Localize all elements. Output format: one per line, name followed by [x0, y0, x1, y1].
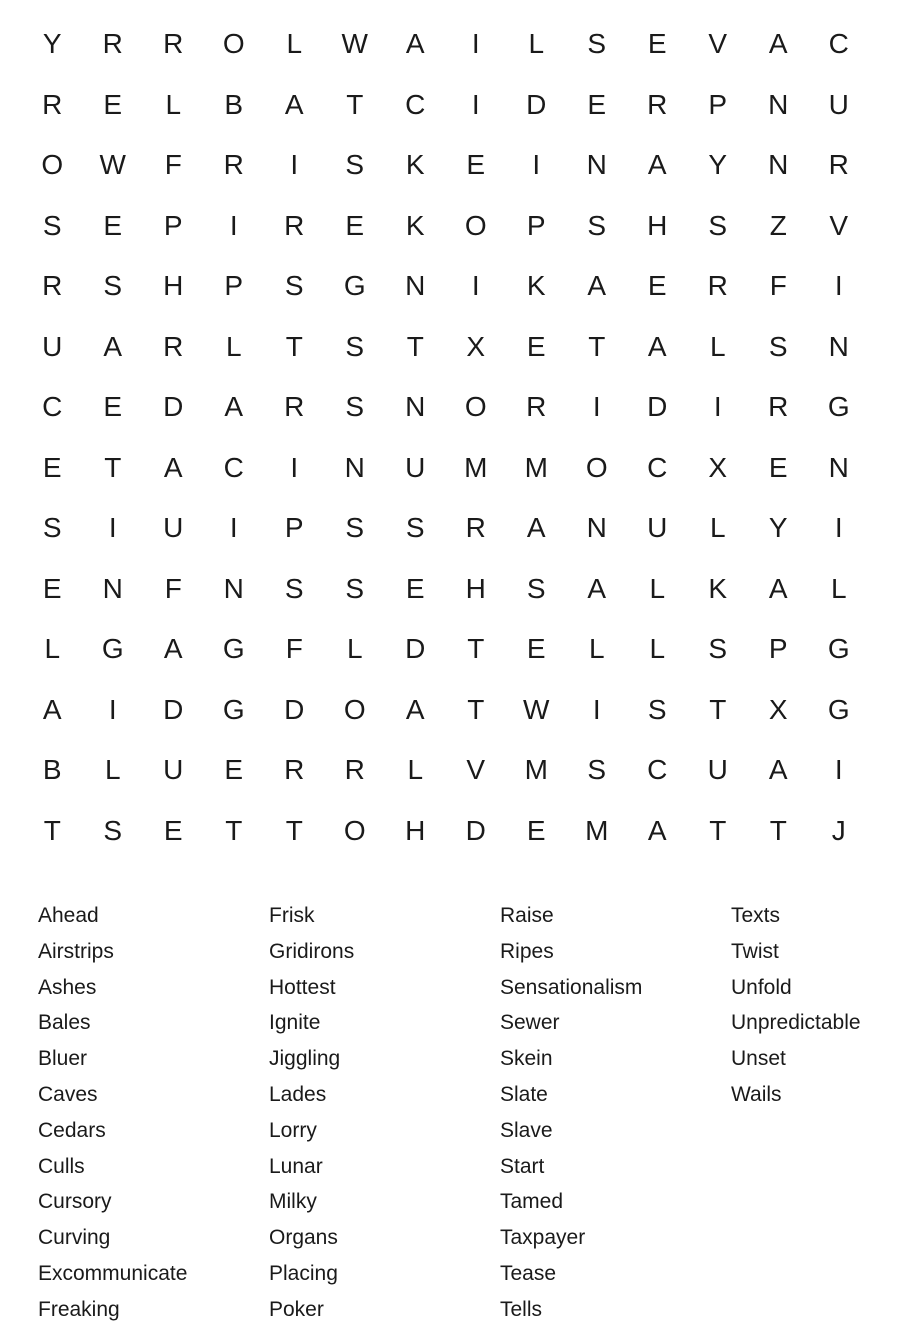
grid-letter[interactable]: L — [165, 88, 182, 120]
grid-letter[interactable]: M — [585, 814, 609, 846]
grid-letter[interactable]: G — [827, 391, 850, 423]
grid-letter[interactable]: B — [224, 88, 244, 120]
grid-letter[interactable]: A — [647, 149, 667, 181]
grid-letter[interactable]: N — [344, 451, 365, 483]
grid-letter[interactable]: W — [99, 149, 126, 181]
grid-letter[interactable]: K — [405, 209, 425, 241]
grid-letter[interactable]: C — [647, 451, 668, 483]
grid-letter[interactable]: S — [345, 330, 365, 362]
word-list-item: Curving — [38, 1226, 111, 1250]
grid-letter[interactable]: T — [709, 814, 727, 846]
word-list-item: Bluer — [38, 1047, 88, 1071]
grid-letter[interactable]: R — [768, 391, 789, 423]
grid-letter[interactable]: F — [164, 149, 182, 181]
grid-letter[interactable]: X — [466, 330, 486, 362]
grid-letter[interactable]: S — [345, 512, 365, 544]
grid-letter[interactable]: S — [345, 572, 365, 604]
grid-letter[interactable]: A — [163, 633, 183, 665]
grid-letter[interactable]: P — [284, 512, 304, 544]
grid-letter[interactable]: A — [224, 391, 244, 423]
word-list-item: Sewer — [500, 1011, 560, 1035]
grid-letter[interactable]: T — [769, 814, 787, 846]
grid-letter[interactable]: H — [465, 572, 486, 604]
grid-letter[interactable]: R — [647, 88, 668, 120]
grid-letter[interactable]: E — [103, 209, 123, 241]
grid-letter[interactable]: R — [284, 209, 305, 241]
word-list-item: Taxpayer — [500, 1226, 586, 1250]
grid-letter[interactable]: U — [163, 512, 184, 544]
grid-letter[interactable]: N — [828, 330, 849, 362]
grid-letter[interactable]: G — [827, 693, 850, 725]
grid-letter[interactable]: E — [224, 754, 244, 786]
grid-letter[interactable]: M — [524, 451, 548, 483]
grid-letter[interactable]: N — [586, 512, 607, 544]
grid-letter[interactable]: A — [526, 512, 546, 544]
grid-letter[interactable]: N — [405, 391, 426, 423]
word-list-item: Airstrips — [38, 939, 114, 963]
grid-letter[interactable]: T — [467, 693, 485, 725]
grid-letter[interactable]: R — [42, 270, 63, 302]
grid-letter[interactable]: T — [285, 330, 303, 362]
grid-letter[interactable]: A — [647, 330, 667, 362]
word-list-item: Cedars — [38, 1118, 106, 1142]
word-list-item: Texts — [731, 904, 781, 927]
grid-letter[interactable]: L — [649, 572, 666, 604]
grid-letter[interactable]: M — [524, 754, 548, 786]
grid-letter[interactable]: A — [768, 754, 788, 786]
grid-letter[interactable]: H — [163, 270, 184, 302]
grid-letter[interactable]: I — [834, 270, 843, 302]
grid-letter[interactable]: T — [406, 330, 424, 362]
grid-letter[interactable]: E — [768, 451, 788, 483]
grid-letter[interactable]: K — [708, 572, 728, 604]
grid-letter[interactable]: G — [101, 633, 124, 665]
grid-letter[interactable]: E — [163, 814, 183, 846]
grid-letter[interactable]: Y — [708, 149, 728, 181]
grid-letter[interactable]: P — [224, 270, 244, 302]
grid-letter[interactable]: O — [343, 693, 366, 725]
grid-letter[interactable]: D — [526, 88, 547, 120]
word-list-item: Bales — [38, 1011, 91, 1035]
word-list-item: Ignite — [269, 1011, 321, 1035]
grid-letter[interactable]: V — [466, 754, 486, 786]
word-list-item: Lades — [269, 1082, 327, 1106]
grid-letter[interactable]: A — [103, 330, 123, 362]
grid-letter[interactable]: I — [713, 391, 722, 423]
grid-letter[interactable]: R — [526, 391, 547, 423]
grid-letter[interactable]: D — [405, 633, 426, 665]
grid-letter[interactable]: A — [768, 28, 788, 60]
grid-letter[interactable]: S — [768, 330, 788, 362]
word-list-item: Tease — [500, 1261, 557, 1285]
grid-letter[interactable]: Y — [768, 512, 788, 544]
word-list-item: Poker — [269, 1297, 324, 1321]
grid-letter[interactable]: F — [164, 572, 182, 604]
grid-letter[interactable]: D — [284, 693, 305, 725]
word-list-item: Lunar — [269, 1154, 323, 1178]
grid-letter[interactable]: S — [587, 209, 607, 241]
grid-letter[interactable]: S — [42, 512, 62, 544]
grid-letter[interactable]: L — [104, 754, 121, 786]
grid-letter[interactable]: X — [768, 693, 788, 725]
grid-letter[interactable]: D — [163, 693, 184, 725]
grid-letter[interactable]: U — [707, 754, 728, 786]
grid-letter[interactable]: E — [405, 572, 425, 604]
grid-letter[interactable]: O — [222, 28, 245, 60]
grid-letter[interactable]: I — [834, 754, 843, 786]
grid-letter[interactable]: S — [647, 693, 667, 725]
grid-letter[interactable]: L — [649, 633, 666, 665]
grid-letter[interactable]: T — [104, 451, 122, 483]
grid-letter[interactable]: U — [405, 451, 426, 483]
grid-letter[interactable]: C — [828, 28, 849, 60]
grid-letter[interactable]: Z — [769, 209, 787, 241]
grid-letter[interactable]: W — [341, 28, 368, 60]
grid-letter[interactable]: A — [405, 28, 425, 60]
grid-letter[interactable]: A — [587, 572, 607, 604]
grid-letter[interactable]: P — [526, 209, 546, 241]
grid-letter[interactable]: E — [103, 88, 123, 120]
grid-letter[interactable]: A — [163, 451, 183, 483]
grid-letter[interactable]: R — [344, 754, 365, 786]
grid-letter[interactable]: I — [471, 28, 480, 60]
grid-letter[interactable]: L — [709, 512, 726, 544]
word-list-item: Excommunicate — [38, 1261, 188, 1285]
grid-letter[interactable]: D — [647, 391, 668, 423]
grid-letter[interactable]: U — [647, 512, 668, 544]
grid-letter[interactable]: P — [708, 88, 728, 120]
grid-letter[interactable]: S — [284, 270, 304, 302]
word-list-column — [731, 898, 861, 1113]
grid-letter[interactable]: L — [346, 633, 363, 665]
grid-letter[interactable]: R — [163, 28, 184, 60]
word-list-item: Unpredictable — [731, 1011, 861, 1035]
word-list-item: Sensationalism — [500, 975, 643, 999]
grid-letter[interactable]: G — [343, 270, 366, 302]
grid-letter[interactable]: V — [708, 28, 728, 60]
grid-letter[interactable]: J — [831, 814, 846, 846]
grid-letter[interactable]: A — [768, 572, 788, 604]
grid-letter[interactable]: S — [708, 209, 728, 241]
grid-letter[interactable]: R — [102, 28, 123, 60]
grid-letter[interactable]: O — [585, 451, 608, 483]
word-list — [38, 898, 898, 1328]
grid-letter[interactable]: I — [592, 391, 601, 423]
word-list-column — [500, 898, 642, 1328]
grid-letter[interactable]: S — [284, 572, 304, 604]
grid-letter[interactable]: Y — [42, 28, 62, 60]
grid-letter[interactable]: I — [108, 693, 117, 725]
grid-letter[interactable]: M — [464, 451, 488, 483]
grid-letter[interactable]: T — [467, 633, 485, 665]
word-list-item: Twist — [731, 939, 779, 963]
word-list-item: Ashes — [38, 975, 97, 999]
grid-letter[interactable]: R — [707, 270, 728, 302]
grid-letter[interactable]: I — [834, 512, 843, 544]
word-list-item: Culls — [38, 1154, 85, 1178]
word-list-item: Cursory — [38, 1190, 112, 1214]
grid-letter[interactable]: U — [163, 754, 184, 786]
grid-letter[interactable]: L — [588, 633, 605, 665]
grid-letter[interactable]: S — [103, 270, 123, 302]
grid-letter[interactable]: L — [528, 28, 545, 60]
grid-letter[interactable]: C — [647, 754, 668, 786]
grid-letter[interactable]: P — [163, 209, 183, 241]
word-list-item: Lorry — [269, 1118, 317, 1142]
grid-letter[interactable]: G — [222, 693, 245, 725]
grid-letter[interactable]: S — [42, 209, 62, 241]
grid-letter[interactable]: E — [42, 451, 62, 483]
grid-letter[interactable]: H — [405, 814, 426, 846]
grid-letter[interactable]: E — [103, 391, 123, 423]
grid-letter[interactable]: S — [708, 633, 728, 665]
grid-letter[interactable]: I — [290, 149, 299, 181]
grid-letter[interactable]: L — [830, 572, 847, 604]
grid-letter[interactable]: N — [768, 88, 789, 120]
grid-letter[interactable]: I — [290, 451, 299, 483]
grid-letter[interactable]: F — [769, 270, 787, 302]
grid-letter[interactable]: S — [103, 814, 123, 846]
word-list-item: Hottest — [269, 975, 336, 999]
grid-letter[interactable]: S — [345, 391, 365, 423]
word-list-item: Wails — [731, 1082, 782, 1106]
grid-letter[interactable]: I — [532, 149, 541, 181]
grid-letter[interactable]: T — [225, 814, 243, 846]
grid-letter[interactable]: E — [42, 572, 62, 604]
grid-letter[interactable]: S — [587, 754, 607, 786]
grid-letter[interactable]: T — [285, 814, 303, 846]
grid-letter[interactable]: B — [42, 754, 62, 786]
grid-letter[interactable]: I — [229, 512, 238, 544]
grid-letter[interactable]: I — [592, 693, 601, 725]
word-list-item: Frisk — [269, 904, 315, 927]
grid-letter[interactable]: E — [647, 28, 667, 60]
word-list-item: Start — [500, 1154, 545, 1178]
grid-letter[interactable]: T — [709, 693, 727, 725]
word-list-item: Raise — [500, 904, 554, 927]
letter-grid — [22, 14, 869, 861]
grid-letter[interactable]: F — [285, 633, 303, 665]
grid-letter[interactable]: E — [587, 88, 607, 120]
grid-letter[interactable]: N — [405, 270, 426, 302]
grid-letter[interactable]: I — [108, 512, 117, 544]
word-list-item: Unset — [731, 1047, 786, 1071]
grid-letter[interactable]: I — [471, 270, 480, 302]
grid-letter[interactable]: L — [709, 330, 726, 362]
word-list-item: Caves — [38, 1082, 98, 1106]
word-list-item: Skein — [500, 1047, 553, 1071]
grid-letter[interactable]: D — [465, 814, 486, 846]
grid-letter[interactable]: A — [284, 88, 304, 120]
word-list-item: Ripes — [500, 939, 554, 963]
grid-letter[interactable]: P — [768, 633, 788, 665]
grid-letter[interactable]: A — [42, 693, 62, 725]
word-list-item: Gridirons — [269, 939, 355, 963]
grid-letter[interactable]: N — [828, 451, 849, 483]
grid-letter[interactable]: R — [284, 391, 305, 423]
grid-letter[interactable]: L — [407, 754, 424, 786]
grid-letter[interactable]: C — [405, 88, 426, 120]
grid-letter[interactable]: A — [587, 270, 607, 302]
grid-letter[interactable]: E — [345, 209, 365, 241]
grid-letter[interactable]: O — [464, 209, 487, 241]
word-list-item: Slate — [500, 1082, 548, 1106]
word-list-item: Milky — [269, 1190, 317, 1214]
grid-letter[interactable]: R — [828, 149, 849, 181]
word-list-item: Placing — [269, 1261, 338, 1285]
grid-letter[interactable]: O — [41, 149, 64, 181]
grid-letter[interactable]: K — [526, 270, 546, 302]
grid-letter[interactable]: R — [465, 512, 486, 544]
word-list-item: Slave — [500, 1118, 553, 1142]
grid-letter[interactable]: L — [44, 633, 61, 665]
word-list-item: Freaking — [38, 1297, 120, 1321]
grid-letter[interactable]: E — [526, 633, 546, 665]
grid-letter[interactable]: W — [523, 693, 550, 725]
word-list-item: Tamed — [500, 1190, 564, 1214]
grid-letter[interactable]: G — [827, 633, 850, 665]
grid-letter[interactable]: T — [588, 330, 606, 362]
grid-letter[interactable]: E — [466, 149, 486, 181]
word-list-item: Ahead — [38, 904, 99, 927]
grid-letter[interactable]: N — [586, 149, 607, 181]
grid-letter[interactable]: R — [223, 149, 244, 181]
grid-letter[interactable]: S — [526, 572, 546, 604]
grid-letter[interactable]: N — [102, 572, 123, 604]
word-list-item: Organs — [269, 1226, 338, 1250]
grid-letter[interactable]: K — [405, 149, 425, 181]
word-list-item: Tells — [500, 1297, 543, 1321]
grid-letter[interactable]: H — [647, 209, 668, 241]
grid-letter[interactable]: A — [647, 814, 667, 846]
grid-letter[interactable]: S — [587, 28, 607, 60]
grid-letter[interactable]: E — [647, 270, 667, 302]
grid-letter[interactable]: E — [526, 330, 546, 362]
grid-letter[interactable]: N — [768, 149, 789, 181]
grid-letter[interactable]: I — [229, 209, 238, 241]
grid-letter[interactable]: O — [343, 814, 366, 846]
grid-letter[interactable]: C — [223, 451, 244, 483]
grid-letter[interactable]: R — [284, 754, 305, 786]
grid-letter[interactable]: L — [286, 28, 303, 60]
word-list-column — [38, 898, 187, 1328]
grid-letter[interactable]: N — [223, 572, 244, 604]
grid-letter[interactable]: S — [345, 149, 365, 181]
grid-letter[interactable]: U — [42, 330, 63, 362]
grid-letter[interactable]: A — [405, 693, 425, 725]
grid-letter[interactable]: R — [42, 88, 63, 120]
word-list-item: Jiggling — [269, 1047, 341, 1071]
grid-letter[interactable]: X — [708, 451, 728, 483]
word-list-item: Unfold — [731, 975, 792, 999]
grid-letter[interactable]: O — [464, 391, 487, 423]
grid-letter[interactable]: T — [43, 814, 61, 846]
grid-letter[interactable]: R — [163, 330, 184, 362]
grid-letter[interactable]: D — [163, 391, 184, 423]
grid-letter[interactable]: T — [346, 88, 364, 120]
grid-letter[interactable]: I — [471, 88, 480, 120]
grid-letter[interactable]: U — [828, 88, 849, 120]
grid-letter[interactable]: C — [42, 391, 63, 423]
grid-letter[interactable]: G — [222, 633, 245, 665]
grid-letter[interactable]: S — [405, 512, 425, 544]
word-list-column — [269, 898, 354, 1328]
grid-letter[interactable]: V — [829, 209, 849, 241]
grid-letter[interactable]: L — [225, 330, 242, 362]
grid-letter[interactable]: E — [526, 814, 546, 846]
